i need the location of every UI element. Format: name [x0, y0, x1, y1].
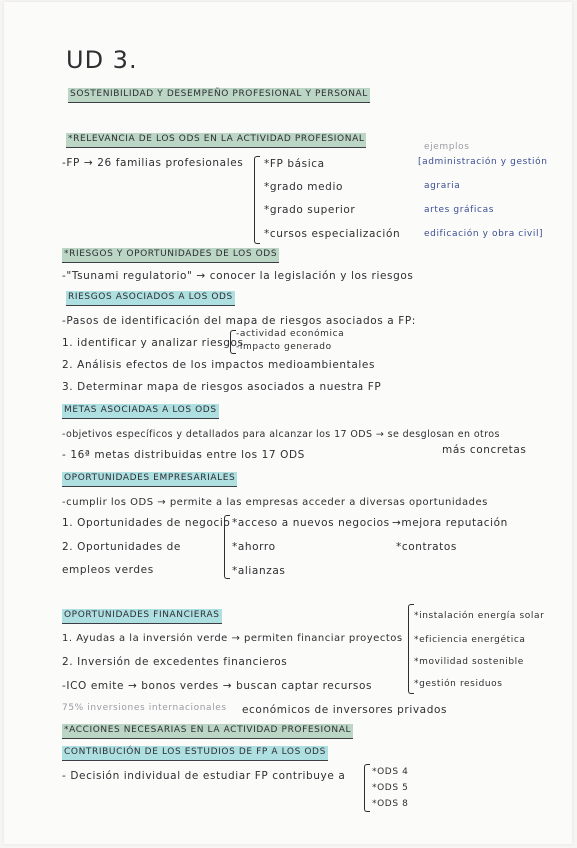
fp-level-item: *grado superior: [264, 204, 356, 216]
faint-note: 75% inversiones internacionales: [62, 703, 227, 713]
tsunami-line: -"Tsunami regulatorio" → conocer la legislación y los riesgos: [62, 270, 414, 282]
step-1: 1. identificar y analizar riesgos: [62, 337, 244, 349]
notebook-page: [4, 2, 572, 844]
step-3: 3. Determinar mapa de riesgos asociados a nuestra FP: [62, 381, 382, 393]
ods-item: *ODS 5: [372, 783, 409, 793]
section-oportunidades-financieras-heading: OPORTUNIDADES FINANCIERAS: [62, 609, 222, 624]
financieras-side-item: *movilidad sostenible: [414, 657, 524, 667]
financieras-side-item: *eficiencia energética: [414, 635, 526, 645]
example-item: [administración y gestión: [418, 157, 548, 167]
contribucion-heading: CONTRIBUCIÓN DE LOS ESTUDIOS DE FP A LOS ODS: [62, 746, 328, 761]
section-riesgos-heading: *RIESGOS Y OPORTUNIDADES DE LOS ODS: [62, 248, 279, 263]
fp-level-item: *grado medio: [264, 181, 343, 193]
pasos-intro: -Pasos de identificación del mapa de riesgos asociados a FP:: [62, 315, 416, 327]
ico-line: -ICO emite → bonos verdes → buscan captar recursos: [62, 680, 373, 692]
section-acciones-heading: *ACCIONES NECESARIAS EN LA ACTIVIDAD PROFESIONAL: [62, 724, 353, 739]
page-title: UD 3.: [66, 46, 138, 74]
oportunidades-negocio: 1. Oportunidades de negocio: [62, 517, 231, 529]
cumplir-ods-line: -cumplir los ODS → permite a las empresas acceder a diversas oportunidades: [62, 497, 488, 508]
step1-sub-item: -actividad económica: [236, 329, 345, 339]
ico-line-cont: económicos de inversores privados: [242, 704, 448, 716]
section-relevancia-heading: *RELEVANCIA DE LOS ODS EN LA ACTIVIDAD PROFESIONAL: [66, 133, 366, 148]
example-item: agraria: [424, 181, 461, 191]
example-item: artes gráficas: [424, 205, 494, 215]
metas-line-1-cont: más concretas: [442, 444, 527, 456]
metas-line-1: -objetivos específicos y detallados para alcanzar los 17 ODS → se desglosan en otros: [62, 429, 500, 440]
section-riesgos-asociados-heading: RIESGOS ASOCIADOS A LOS ODS: [66, 291, 235, 306]
oportunidades-empleos-a: 2. Oportunidades de: [62, 541, 181, 553]
step-2: 2. Análisis efectos de los impactos medioambientales: [62, 359, 376, 371]
section-metas-heading: METAS ASOCIADAS A LOS ODS: [62, 404, 219, 419]
section-oportunidades-empresariales-heading: OPORTUNIDADES EMPRESARIALES: [62, 472, 237, 487]
fp-level-item: *FP básica: [264, 158, 325, 170]
financieras-side-item: *gestión residuos: [414, 679, 503, 689]
oportunidades-bracket: [224, 515, 230, 579]
oportunidad-item-2: →mejora reputación: [392, 517, 508, 529]
example-item: edificación y obra civil]: [424, 229, 544, 239]
ods-bracket: [364, 764, 370, 812]
oportunidad-item: *ahorro: [232, 541, 276, 553]
oportunidad-item-2: *contratos: [396, 541, 457, 553]
oportunidades-empleos-b: empleos verdes: [62, 564, 154, 576]
page-subtitle: SOSTENIBILIDAD Y DESEMPEÑO PROFESIONAL Y PERSONAL: [68, 88, 370, 103]
decision-line: - Decisión individual de estudiar FP contribuye a: [62, 770, 346, 782]
oportunidad-item: *alianzas: [232, 565, 286, 577]
ods-item: *ODS 8: [372, 799, 409, 809]
fp-level-item: *cursos especialización: [264, 228, 401, 240]
financieras-item-2: 2. Inversión de excedentes financieros: [62, 656, 288, 668]
fp-families-line: -FP → 26 familias profesionales: [62, 157, 244, 169]
ods-item: *ODS 4: [372, 767, 409, 777]
step1-sub-item: -impacto generado: [236, 342, 332, 352]
financieras-side-item: *instalación energía solar: [414, 611, 545, 621]
metas-line-2: - 16ª metas distribuidas entre los 17 ODS: [62, 449, 305, 461]
oportunidad-item: *acceso a nuevos negocios: [232, 517, 390, 529]
fp-bracket: [254, 156, 260, 244]
financieras-item-1: 1. Ayudas a la inversión verde → permiten financiar proyectos: [62, 633, 403, 644]
ejemplos-label: ejemplos: [424, 142, 470, 152]
